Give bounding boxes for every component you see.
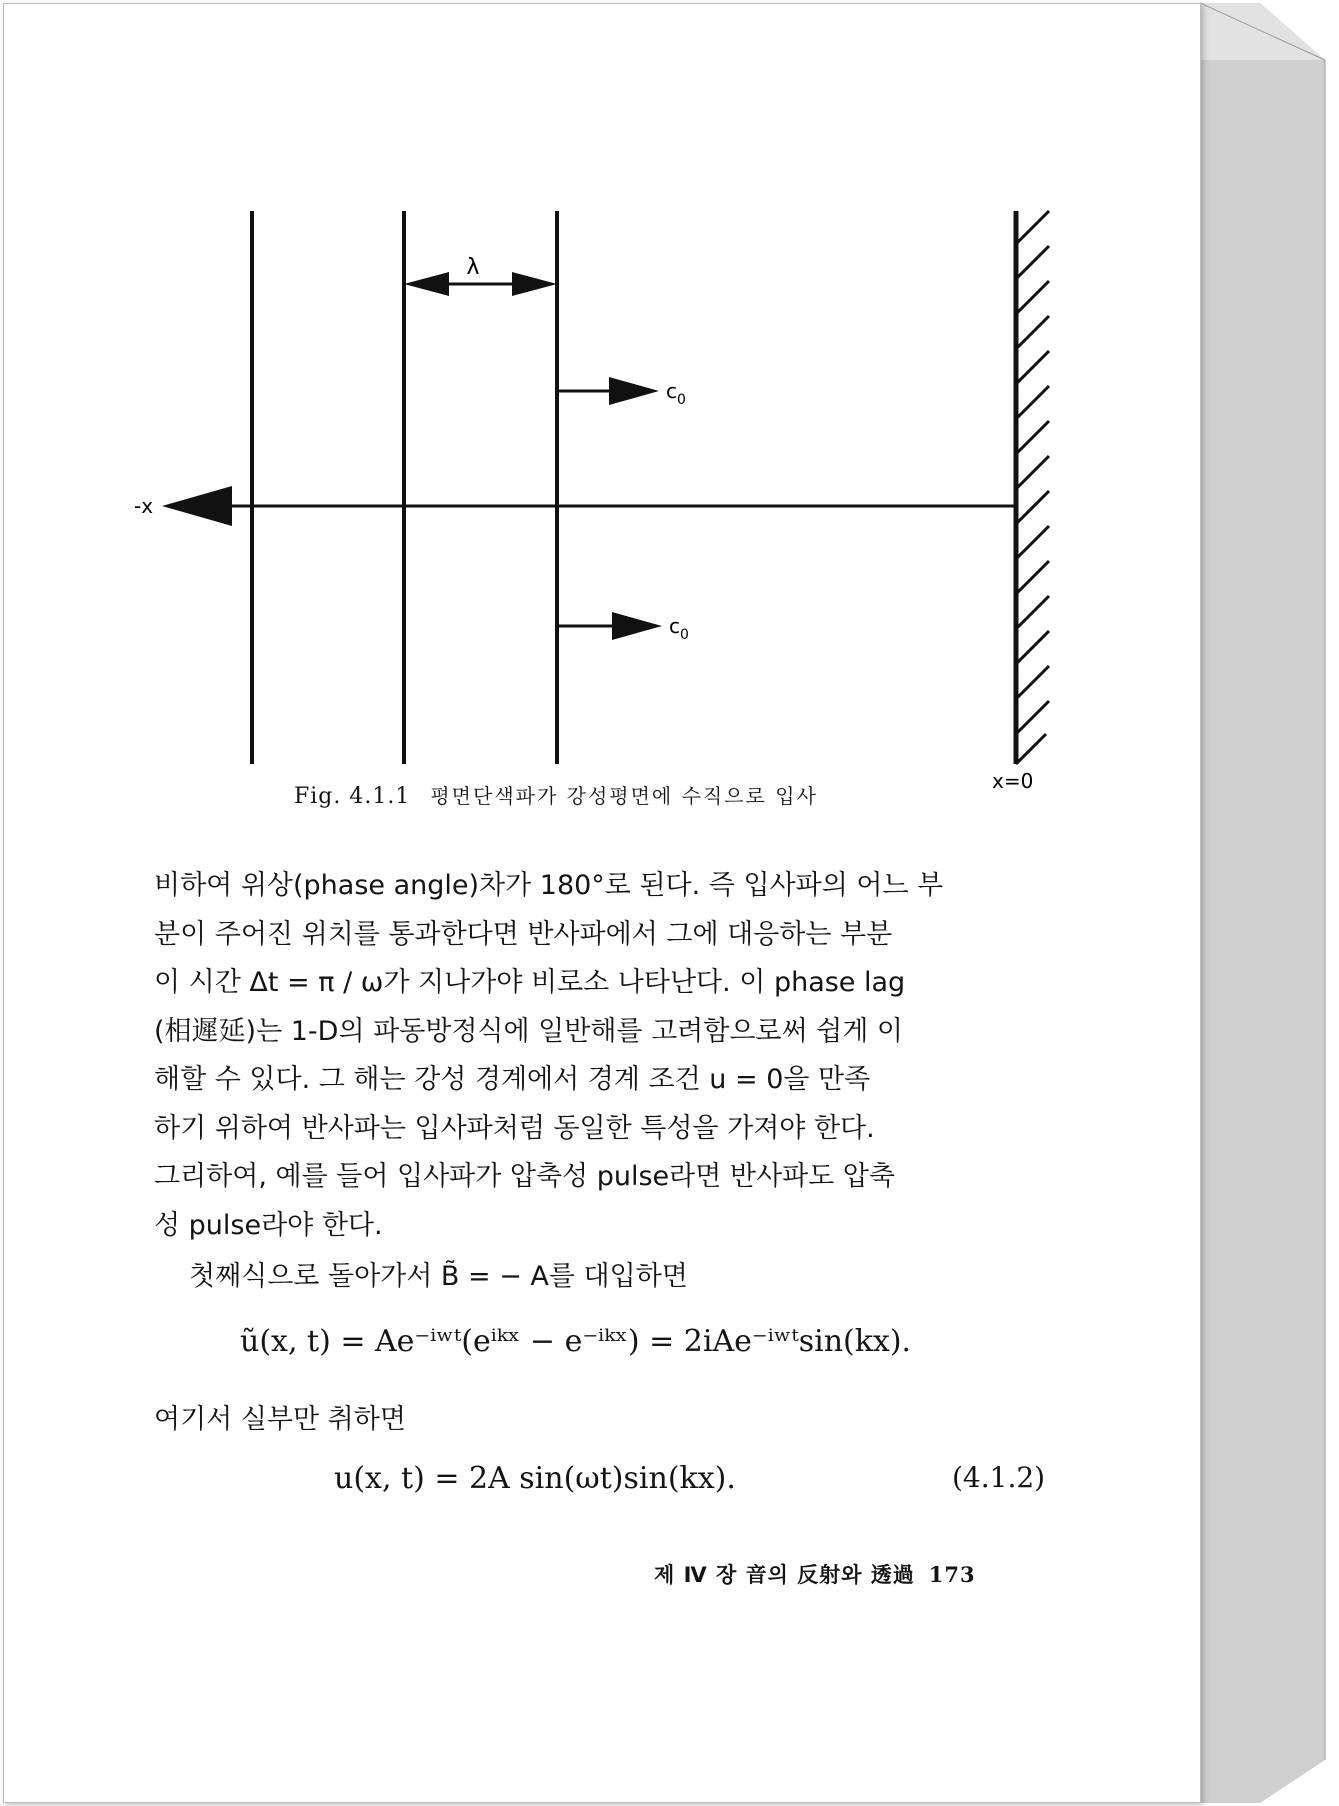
body-line: 비하여 위상(phase angle)차가 180°로 된다. 즉 입사파의 어느 부 [154,870,944,901]
lambda-arrow [404,272,557,296]
c0-label-top: $c_0$ [666,379,686,408]
running-footer-chapter: 제 Ⅳ 장 音의 反射와 透過 [654,1563,915,1587]
body-line: 해할 수 있다. 그 해는 강성 경계에서 경계 조건 u = 0을 만족 [154,1064,871,1095]
c0-label-bottom: $c_0$ [669,614,689,643]
body-paragraph-1 [154,862,1054,1250]
book-side-edge [1200,0,1339,1806]
body-paragraph-3: 여기서 실부만 취하면 [154,1404,406,1435]
body-line: (相遲延)는 1-D의 파동방정식에 일반해를 고려함으로써 쉽게 이 [154,1015,903,1047]
neg-x-arrowhead [162,486,232,526]
x0-label: x=0 [992,769,1034,793]
equation-1: ũ(x, t) = Ae⁻ⁱʷᵗ(eⁱᵏˣ − e⁻ⁱᵏˣ) = 2iAe⁻ⁱʷᵗsin(kx). [240,1324,912,1359]
body-paragraph-2: 첫째식으로 돌아가서 B̃ = − A를 대입하면 [189,1261,688,1292]
body-line: 그리하여, 예를 들어 입사파가 압축성 pulse라면 반사파도 압축 [154,1161,895,1192]
equation-number: (4.1.2) [952,1461,1046,1494]
page-footer [654,1559,976,1589]
equation-4-1-2: u(x, t) = 2A sin(ωt)sin(kx). [334,1461,736,1496]
c0-arrow-top [559,377,659,405]
caption-number: Fig. 4.1.1 [294,784,411,809]
body-line: 분이 주어진 위치를 통과한다면 반사파에서 그에 대응하는 부분 [154,918,893,950]
page-number: 173 [928,1562,976,1587]
body-line: 성 pulse라야 한다. [154,1209,383,1241]
body-line: 이 시간 Δt = π / ω가 지나가야 비로소 나타난다. 이 phase lag [154,967,906,998]
book-page [3,3,1201,1803]
body-line: 하기 위하여 반사파는 입사파처럼 동일한 특성을 가져야 한다. [154,1112,875,1144]
caption-text: 평면단색파가 강성평면에 수직으로 입사 [430,784,818,808]
figure-4-1-1 [4,4,1200,804]
figure-caption [294,780,818,809]
c0-arrow-bottom [559,612,662,640]
neg-x-label: -x [134,494,154,518]
lambda-label: λ [466,255,480,280]
wall-hatching [1016,211,1049,764]
